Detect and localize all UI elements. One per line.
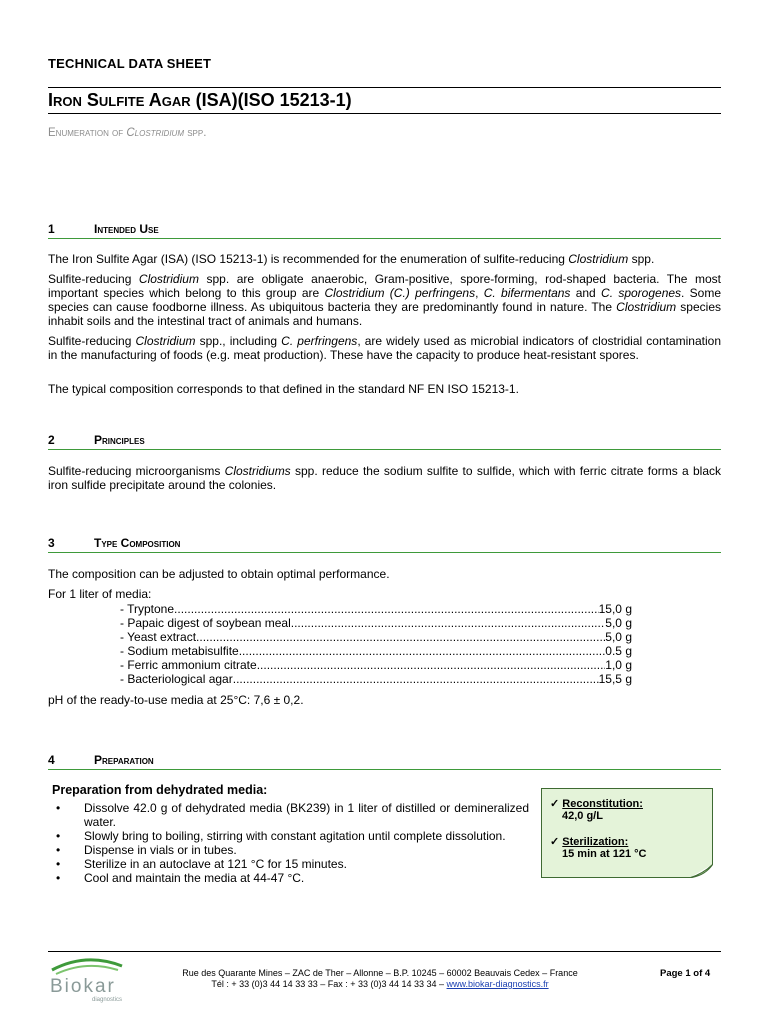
title-top-rule: [48, 87, 721, 88]
section-title: Preparation: [94, 753, 154, 767]
composition-row: [120, 602, 632, 616]
step-text: Sterilize in an autoclave at 121 °C for 15 minutes.: [84, 857, 347, 871]
intended-use-paragraph-2: Sulfite-reducing Clostridium spp. are obligate anaerobic, Gram-positive, spore-forming, rod-shaped bacteria. The most important species which belong to this group are Clostridium (C.) perfringens, C. bifermentans and C. sporogenes. Some species can cause foodborne illness. As ubiquitous bacteria they are predominantly found in nature. The Clostridium species inhabit soils and the intestinal tract of animals and humans.: [48, 272, 722, 328]
title-bottom-rule: [48, 113, 721, 114]
note-sterilization-label: ✓ Sterilization:: [550, 836, 629, 848]
subtitle-italic: Clostridium: [126, 127, 185, 139]
composition-per-liter: For 1 liter of media:: [48, 587, 152, 601]
intended-use-paragraph-1: The Iron Sulfite Agar (ISA) (ISO 15213-1) is recommended for the enumeration of sulfite-reducing Clostridium spp.: [48, 252, 655, 266]
ingredient-amount: 15,5 g: [598, 672, 632, 686]
ingredient-amount: 5,0 g: [605, 630, 632, 644]
bullet-icon: •: [56, 857, 61, 871]
intended-use-paragraph-4: The typical composition corresponds to that defined in the standard NF EN ISO 15213-1.: [48, 382, 519, 396]
section-number: 4: [48, 753, 55, 767]
section-number: 2: [48, 433, 55, 447]
document-subtitle: [48, 127, 206, 139]
section-number: 3: [48, 536, 55, 550]
ingredient-name: - Papaic digest of soybean meal: [120, 616, 291, 630]
step-text: Cool and maintain the media at 44-47 °C.: [84, 871, 305, 885]
document-type: TECHNICAL DATA SHEET: [48, 56, 212, 71]
section-intended-use-heading: [48, 222, 721, 239]
composition-row: [120, 644, 632, 658]
document-title: Iron Sulfite Agar (ISA)(ISO 15213-1): [48, 90, 352, 110]
page-number: Page 1 of 4: [660, 968, 711, 979]
ingredient-amount: 1,0 g: [605, 658, 632, 672]
dot-leader: [196, 630, 605, 644]
ingredient-amount: 15,0 g: [598, 602, 632, 616]
section-title: Intended Use: [94, 222, 159, 236]
footer-address: Rue des Quarante Mines – ZAC de Ther – Allonne – B.P. 10245 – 60002 Beauvais Cedex – France: [182, 968, 578, 978]
bullet-icon: •: [56, 871, 61, 885]
ingredient-name: - Bacteriological agar: [120, 672, 233, 686]
preparation-subtitle: Preparation from dehydrated media:: [52, 783, 268, 797]
composition-row: [120, 630, 632, 644]
bullet-icon: •: [56, 829, 61, 843]
website-link[interactable]: www.biokar-diagnostics.fr: [446, 979, 549, 989]
subtitle-prefix: Enumeration of: [48, 127, 127, 139]
section-preparation-heading: [48, 753, 721, 770]
composition-ph: pH of the ready-to-use media at 25°C: 7,6 ± 0,2.: [48, 693, 304, 707]
note-sterilization-value: 15 min at 121 °C: [562, 848, 647, 860]
list-item: [48, 857, 529, 871]
ingredient-name: - Yeast extract: [120, 630, 197, 644]
note-reconstitution-label: ✓ Reconstitution:: [550, 798, 643, 810]
section-number: 1: [48, 222, 55, 236]
note-reconstitution-value: 42,0 g/L: [562, 810, 603, 822]
composition-row: [120, 616, 632, 630]
ingredient-name: - Ferric ammonium citrate: [120, 658, 257, 672]
biokar-logo: [48, 954, 128, 1004]
dot-leader: [291, 616, 606, 630]
section-principles-heading: [48, 433, 721, 450]
check-icon: ✓: [550, 836, 560, 848]
dot-leader: [257, 658, 606, 672]
principles-paragraph: Sulfite-reducing microorganisms Clostridiums spp. reduce the sodium sulfite to sulfide, which with ferric citrate forms a black iron sulfide precipitate around the colonies.: [48, 464, 722, 492]
composition-row: [120, 658, 632, 672]
logo-text: Biokar: [50, 976, 116, 997]
list-item: [48, 871, 529, 885]
ingredient-name: - Sodium metabisulfite: [120, 644, 239, 658]
list-item: [48, 829, 529, 843]
section-composition-heading: [48, 536, 721, 553]
step-text: Dissolve 42.0 g of dehydrated media (BK239) in 1 liter of distilled or demineralized water.: [84, 801, 529, 829]
footer-address-block: [150, 968, 610, 990]
footer-rule: [48, 951, 721, 952]
footer-contact: Tél : + 33 (0)3 44 14 33 33 – Fax : + 33 (0)3 44 14 33 34 – www.biokar-diagnostics.fr: [211, 979, 549, 989]
dot-leader: [174, 602, 599, 616]
section-title: Type Composition: [94, 536, 181, 550]
section-title: Principles: [94, 433, 145, 447]
list-item: [48, 843, 529, 857]
ingredient-amount: 0.5 g: [605, 644, 632, 658]
check-icon: ✓: [550, 798, 560, 810]
step-text: Dispense in vials or in tubes.: [84, 843, 237, 857]
preparation-note-box: [541, 788, 713, 878]
composition-row: [120, 672, 632, 686]
ingredient-amount: 5,0 g: [605, 616, 632, 630]
dot-leader: [233, 672, 599, 686]
logo-subtext: diagnostics: [92, 997, 123, 1003]
list-item: [48, 801, 529, 829]
step-text: Slowly bring to boiling, stirring with constant agitation until complete dissolution.: [84, 829, 506, 843]
subtitle-suffix: spp.: [184, 127, 207, 139]
composition-intro: The composition can be adjusted to obtain optimal performance.: [48, 567, 390, 581]
bullet-icon: •: [56, 801, 61, 815]
ingredient-name: - Tryptone: [120, 602, 175, 616]
intended-use-paragraph-3: Sulfite-reducing Clostridium spp., including C. perfringens, are widely used as microbial indicators of clostridial contamination in the manufacturing of foods (e.g. meat production). These have the capacity to produce heat-resistant spores.: [48, 334, 721, 362]
page-curl-icon: [689, 864, 713, 878]
preparation-steps: [48, 801, 529, 885]
document-page: [48, 0, 721, 1024]
bullet-icon: •: [56, 843, 61, 857]
dot-leader: [239, 644, 606, 658]
